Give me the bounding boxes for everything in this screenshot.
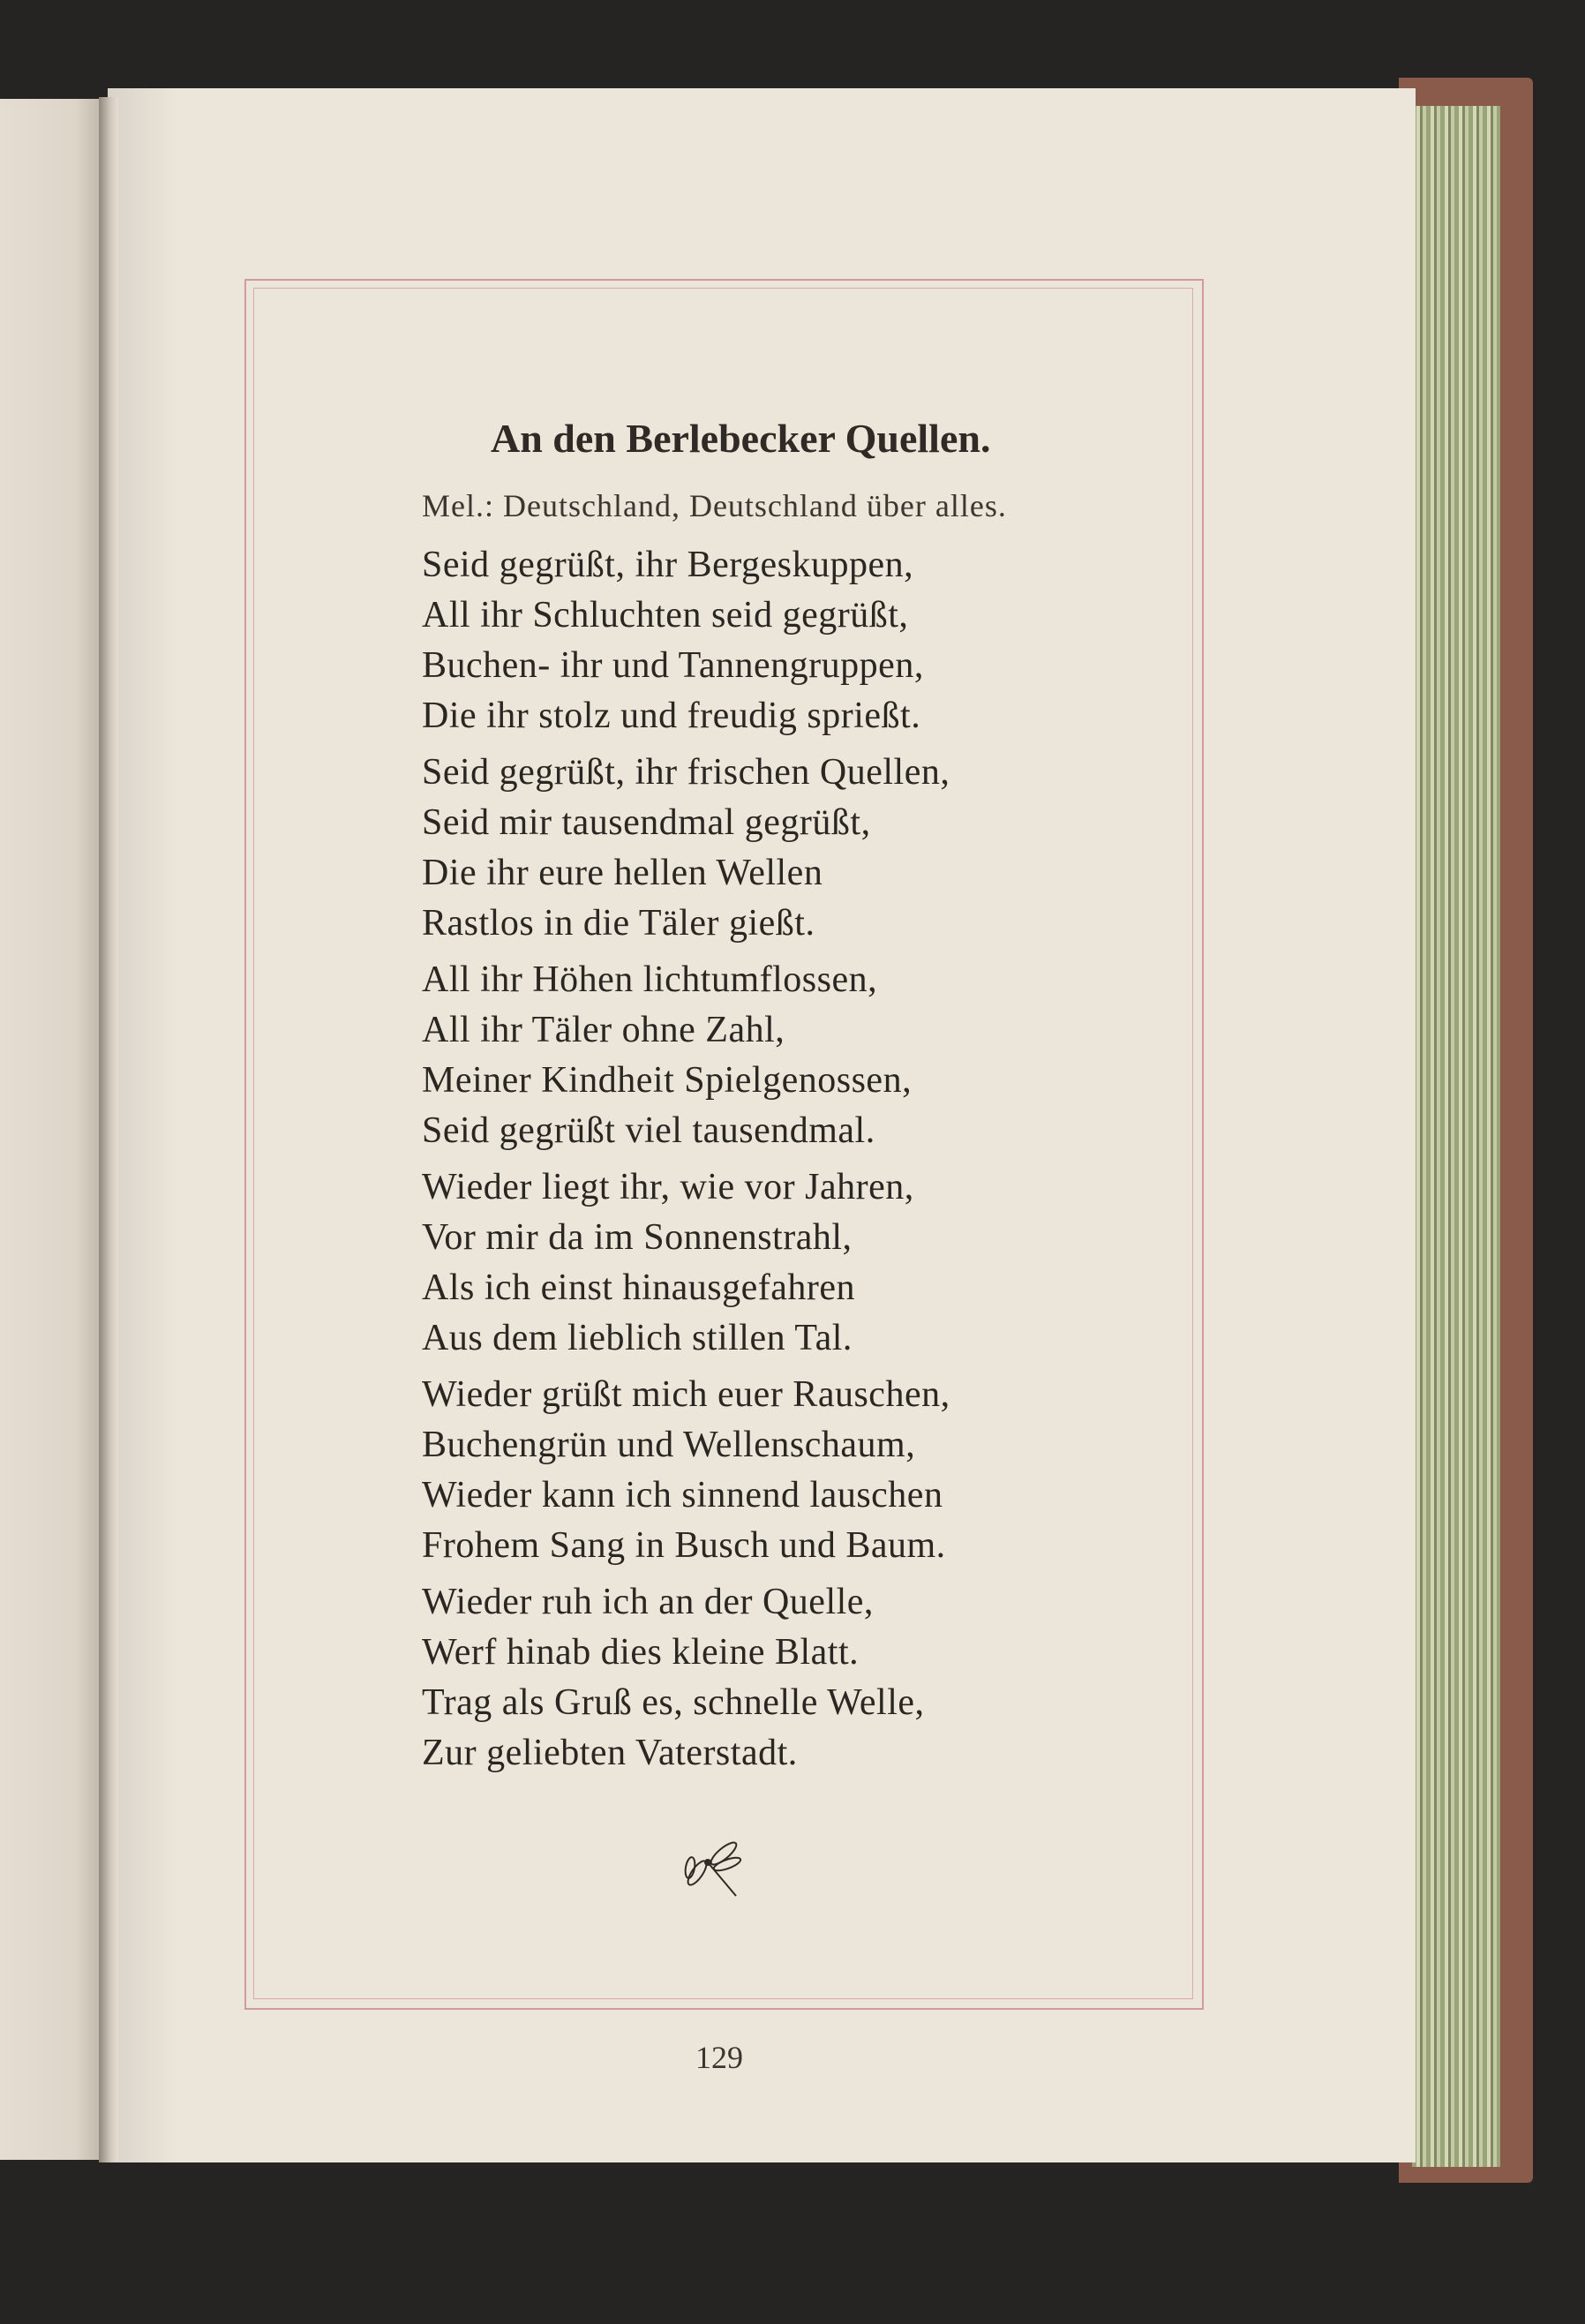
book-gutter xyxy=(99,97,118,2162)
poem-line: Rastlos in die Täler gießt. xyxy=(422,903,815,944)
poem-line: Meiner Kindheit Spielgenossen, xyxy=(422,1060,913,1101)
page-edges xyxy=(1412,106,1500,2167)
poem-line: Vor mir da im Sonnenstrahl, xyxy=(422,1217,853,1258)
poem-line: Wieder ruh ich an der Quelle, xyxy=(422,1582,874,1622)
poem-line: Wieder liegt ihr, wie vor Jahren, xyxy=(422,1167,914,1207)
poem-line: Wieder grüßt mich euer Rauschen, xyxy=(422,1374,950,1415)
poem-title: An den Berlebecker Quellen. xyxy=(491,416,991,461)
poem-line: Werf hinab dies kleine Blatt. xyxy=(422,1632,860,1673)
poem-line: Aus dem lieblich stillen Tal. xyxy=(422,1318,853,1358)
poem-line: Trag als Gruß es, schnelle Welle, xyxy=(422,1682,925,1723)
dragonfly-icon xyxy=(672,1827,761,1915)
poem-line: Buchengrün und Wellenschaum, xyxy=(422,1425,916,1465)
page-number: 129 xyxy=(695,2040,743,2075)
stanza xyxy=(422,1162,950,1364)
poem-line: Seid mir tausendmal gegrüßt, xyxy=(422,802,871,843)
poem-body xyxy=(422,540,950,1785)
melody-note: Mel.: Deutschland, Deutschland über alles. xyxy=(422,488,1007,523)
poem-line: All ihr Höhen lichtumflossen, xyxy=(422,959,878,1000)
poem-line: Seid gegrüßt viel tausendmal. xyxy=(422,1110,875,1151)
poem-line: Buchen- ihr und Tannengruppen, xyxy=(422,645,924,686)
stanza xyxy=(422,748,950,949)
stanza xyxy=(422,955,950,1156)
stanza xyxy=(422,540,950,741)
poem-line: Frohem Sang in Busch und Baum. xyxy=(422,1525,946,1566)
stanza xyxy=(422,1577,950,1779)
poem-line: Seid gegrüßt, ihr Bergeskuppen, xyxy=(422,545,914,585)
stanza xyxy=(422,1370,950,1571)
poem-line: Wieder kann ich sinnend lauschen xyxy=(422,1475,943,1515)
poem-line: Als ich einst hinausgefahren xyxy=(422,1267,856,1308)
left-page xyxy=(0,99,108,2160)
poem-line: All ihr Täler ohne Zahl, xyxy=(422,1010,785,1050)
poem-line: Seid gegrüßt, ihr frischen Quellen, xyxy=(422,752,950,793)
poem-line: Zur geliebten Vaterstadt. xyxy=(422,1733,798,1773)
poem-line: Die ihr eure hellen Wellen xyxy=(422,853,823,893)
poem-line: Die ihr stolz und freudig sprießt. xyxy=(422,696,921,736)
poem-line: All ihr Schluchten seid gegrüßt, xyxy=(422,595,909,636)
